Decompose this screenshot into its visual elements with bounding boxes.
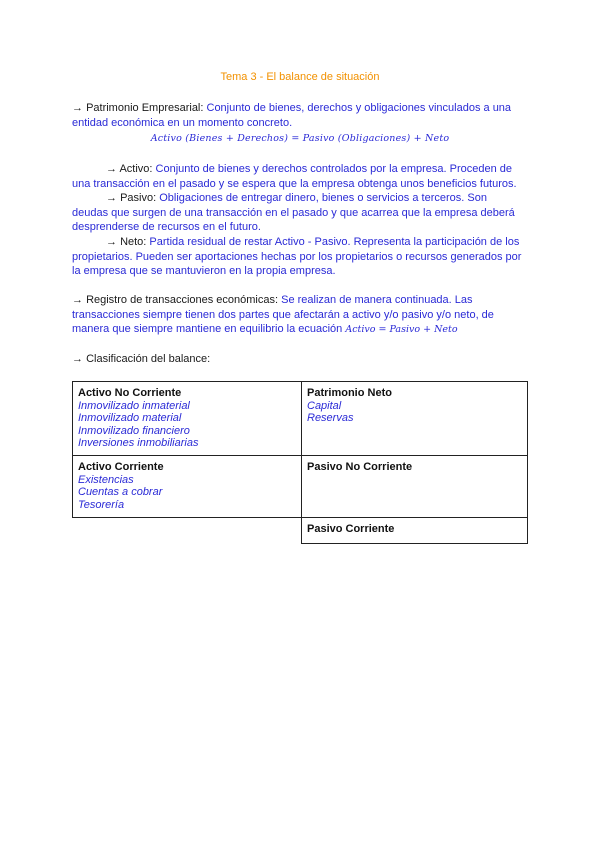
pasivo-text-2: deudas que surgen de una transacción en el pasado y que acarrea que la empresa deberá: [72, 206, 515, 219]
activo-no-corriente-title: Activo No Corriente: [78, 387, 182, 399]
registro-line-1: [72, 293, 530, 308]
list-item: Inmovilizado inmaterial: [78, 399, 190, 412]
clasificacion-heading: [72, 352, 530, 367]
activo-corriente-title: Activo Corriente: [78, 461, 164, 473]
page-title: Tema 3 - El balance de situación: [220, 71, 380, 83]
activo-text-1: Conjunto de bienes y derechos controlados por la empresa. Proceden de: [155, 163, 513, 175]
patrimonio-text-1: Conjunto de bienes, derechos y obligaciones vinculados a una: [206, 102, 512, 114]
list-item: Existencias: [78, 473, 134, 486]
activo-label: Activo:: [119, 163, 153, 175]
neto-paragraph: [72, 235, 530, 279]
activo-text-2: una transacción en el pasado y se espera que la empresa obtenga unos beneficios futuros.: [72, 177, 517, 190]
patrimonio-formula: Activo (Bienes + Derechos) = Pasivo (Obligaciones) + Neto: [150, 133, 450, 144]
registro-formula: Activo = Pasivo + Neto: [345, 324, 458, 335]
list-item: Inversiones inmobiliarias: [78, 437, 199, 449]
list-item: Tesorería: [78, 498, 125, 511]
empty-cell: [73, 518, 302, 544]
pasivo-paragraph: [72, 191, 530, 235]
pasivo-text-3: desprenderse de recursos en el futuro.: [72, 221, 261, 233]
arrow-icon: →: [106, 236, 117, 248]
registro-label: Registro de transacciones económicas:: [86, 294, 279, 306]
pasivo-corriente-title: Pasivo Corriente: [307, 523, 395, 535]
arrow-icon: →: [106, 163, 117, 175]
pasivo-text-1: Obligaciones de entregar dinero, bienes o servicios a terceros. Son: [159, 192, 487, 204]
pasivo-line-1: [72, 191, 530, 206]
neto-text-3: la empresa que se mantuvieron en la propia empresa.: [72, 265, 336, 277]
arrow-icon: →: [72, 294, 83, 306]
neto-text-2: propietarios. Pueden ser aportaciones hechas por los propietarios o recursos generados por: [72, 250, 522, 263]
arrow-icon: →: [106, 192, 117, 204]
activo-corriente-cell: [73, 456, 302, 518]
list-item: Reservas: [307, 412, 354, 424]
patrimonio-paragraph: [72, 101, 530, 130]
registro-paragraph: [72, 293, 530, 338]
registro-text-1: Se realizan de manera continuada. Las: [281, 294, 473, 306]
arrow-icon: →: [72, 353, 83, 365]
pasivo-label: Pasivo:: [120, 192, 157, 204]
patrimonio-neto-cell: [302, 382, 528, 456]
list-item: Inmovilizado financiero: [78, 424, 190, 437]
pasivo-no-corriente-title: Pasivo No Corriente: [307, 461, 413, 473]
patrimonio-line-1: [72, 101, 530, 116]
balance-table: [72, 381, 528, 544]
activo-line-1: [72, 162, 530, 177]
patrimonio-label: Patrimonio Empresarial:: [86, 102, 204, 114]
activo-paragraph: [72, 162, 530, 191]
neto-label: Neto:: [120, 236, 147, 248]
list-item: Capital: [307, 399, 342, 412]
arrow-icon: →: [72, 102, 83, 114]
patrimonio-text-2: entidad económica en un momento concreto.: [72, 116, 293, 129]
registro-line-3: [72, 322, 530, 338]
neto-line-1: [72, 235, 530, 250]
pasivo-no-corriente-cell: [302, 456, 528, 518]
pasivo-corriente-cell: [302, 518, 528, 544]
list-item: Inmovilizado material: [78, 412, 182, 424]
registro-text-2: transacciones siempre tienen dos partes que afectarán a activo y/o pasivo y/o neto, de: [72, 308, 494, 321]
registro-text-3: manera que siempre mantiene en equilibrio la ecuación: [72, 323, 343, 335]
patrimonio-neto-title: Patrimonio Neto: [307, 387, 392, 399]
activo-no-corriente-cell: [73, 382, 302, 456]
list-item: Cuentas a cobrar: [78, 486, 163, 498]
clasificacion-label: Clasificación del balance:: [86, 353, 211, 365]
neto-text-1: Partida residual de restar Activo - Pasivo. Representa la participación de los: [149, 236, 520, 248]
